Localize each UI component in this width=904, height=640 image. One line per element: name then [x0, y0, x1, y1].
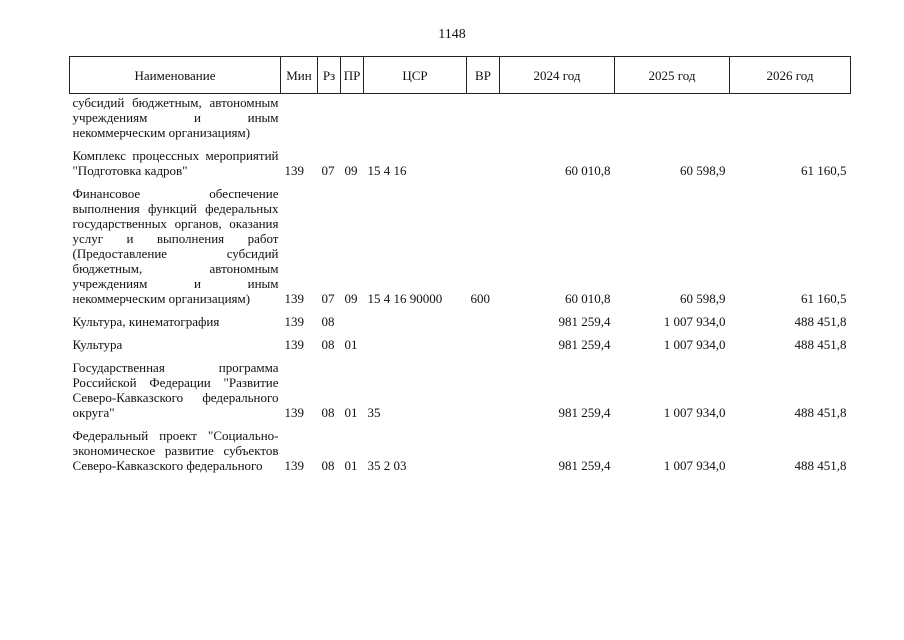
row-2026: 488 451,8 — [794, 314, 847, 329]
row-min: 139 — [284, 314, 304, 329]
header-2025: 2025 год — [615, 57, 730, 94]
page-number: 1148 — [438, 27, 466, 42]
row-name: Культура, кинематография — [72, 314, 220, 329]
header-min: Мин — [281, 57, 318, 94]
row-vr — [467, 352, 500, 420]
row-2024: 981 259,4 — [558, 458, 611, 473]
row-2024: 981 259,4 — [558, 314, 611, 329]
header-pr: ПР — [341, 57, 364, 94]
row-vr — [467, 420, 500, 473]
row-min: 139 — [284, 291, 304, 306]
row-pr: 01 — [344, 337, 358, 352]
header-vr: ВР — [467, 57, 500, 94]
row-min: 139 — [284, 405, 304, 420]
row-csr: 35 2 03 — [367, 458, 407, 473]
row-rz: 07 — [321, 163, 335, 178]
row-csr: 15 4 16 90000 — [367, 291, 443, 306]
row-csr — [364, 306, 467, 329]
row-pr: 09 — [344, 163, 358, 178]
table-row — [70, 140, 851, 178]
row-vr — [467, 329, 500, 352]
row-name: Федеральный проект "Социально-экономическое развитие субъектов Северо-Кавказского федерального — [72, 428, 279, 473]
header-rz: Рз — [318, 57, 341, 94]
row-vr — [467, 140, 500, 178]
row-2024: 981 259,4 — [558, 337, 611, 352]
row-min — [281, 94, 318, 141]
table-row — [70, 352, 851, 420]
row-vr — [467, 94, 500, 141]
row-2025: 1 007 934,0 — [663, 337, 726, 352]
row-2024: 60 010,8 — [565, 291, 611, 306]
row-csr: 15 4 16 — [367, 163, 407, 178]
row-rz: 08 — [321, 405, 335, 420]
row-rz: 08 — [321, 314, 335, 329]
row-min: 139 — [284, 458, 304, 473]
row-2024: 60 010,8 — [565, 163, 611, 178]
table-header — [70, 57, 851, 94]
budget-table — [69, 56, 851, 473]
row-rz — [318, 94, 341, 141]
row-name: субсидий бюджетным, автономным учреждениям и иным некоммерческим организациям) — [72, 95, 279, 140]
row-rz: 08 — [321, 458, 335, 473]
row-2024: 981 259,4 — [558, 405, 611, 420]
row-2026: 488 451,8 — [794, 405, 847, 420]
row-pr: 01 — [344, 405, 358, 420]
table-row — [70, 178, 851, 306]
table-row — [70, 306, 851, 329]
header-csr: ЦСР — [364, 57, 467, 94]
table-row — [70, 420, 851, 473]
table-row — [70, 329, 851, 352]
row-2025 — [615, 94, 730, 141]
row-pr: 01 — [344, 458, 358, 473]
row-2025: 1 007 934,0 — [663, 314, 726, 329]
row-2025: 60 598,9 — [680, 163, 726, 178]
table-body — [70, 94, 851, 474]
row-2026 — [730, 94, 851, 141]
row-name: Культура — [72, 337, 123, 352]
row-vr: 600 — [470, 291, 490, 306]
header-name: Наименование — [70, 57, 281, 94]
row-rz: 07 — [321, 291, 335, 306]
row-min: 139 — [284, 163, 304, 178]
header-2026: 2026 год — [730, 57, 851, 94]
row-pr — [341, 306, 364, 329]
row-csr: 35 — [367, 405, 381, 420]
row-name: Финансовое обеспечение выполнения функций федеральных государственных органов, оказания услуг и выполнения работ (Предоставление субсидий бюджетным, автономным учреждениям и иным некоммерческим организациям) — [72, 186, 279, 306]
row-min: 139 — [284, 337, 304, 352]
row-2026: 61 160,5 — [801, 291, 847, 306]
row-pr: 09 — [344, 291, 358, 306]
row-name: Государственная программа Российской Федерации "Развитие Северо-Кавказского федерального округа" — [72, 360, 279, 420]
row-name: Комплекс процессных мероприятий "Подготовка кадров" — [72, 148, 279, 178]
row-2025: 1 007 934,0 — [663, 458, 726, 473]
row-2026: 488 451,8 — [794, 337, 847, 352]
row-2025: 1 007 934,0 — [663, 405, 726, 420]
row-2026: 488 451,8 — [794, 458, 847, 473]
row-csr — [364, 329, 467, 352]
row-pr — [341, 94, 364, 141]
row-2025: 60 598,9 — [680, 291, 726, 306]
row-vr — [467, 306, 500, 329]
row-2026: 61 160,5 — [801, 163, 847, 178]
row-rz: 08 — [321, 337, 335, 352]
row-2024 — [500, 94, 615, 141]
row-csr — [364, 94, 467, 141]
table-row — [70, 94, 851, 141]
header-2024: 2024 год — [500, 57, 615, 94]
